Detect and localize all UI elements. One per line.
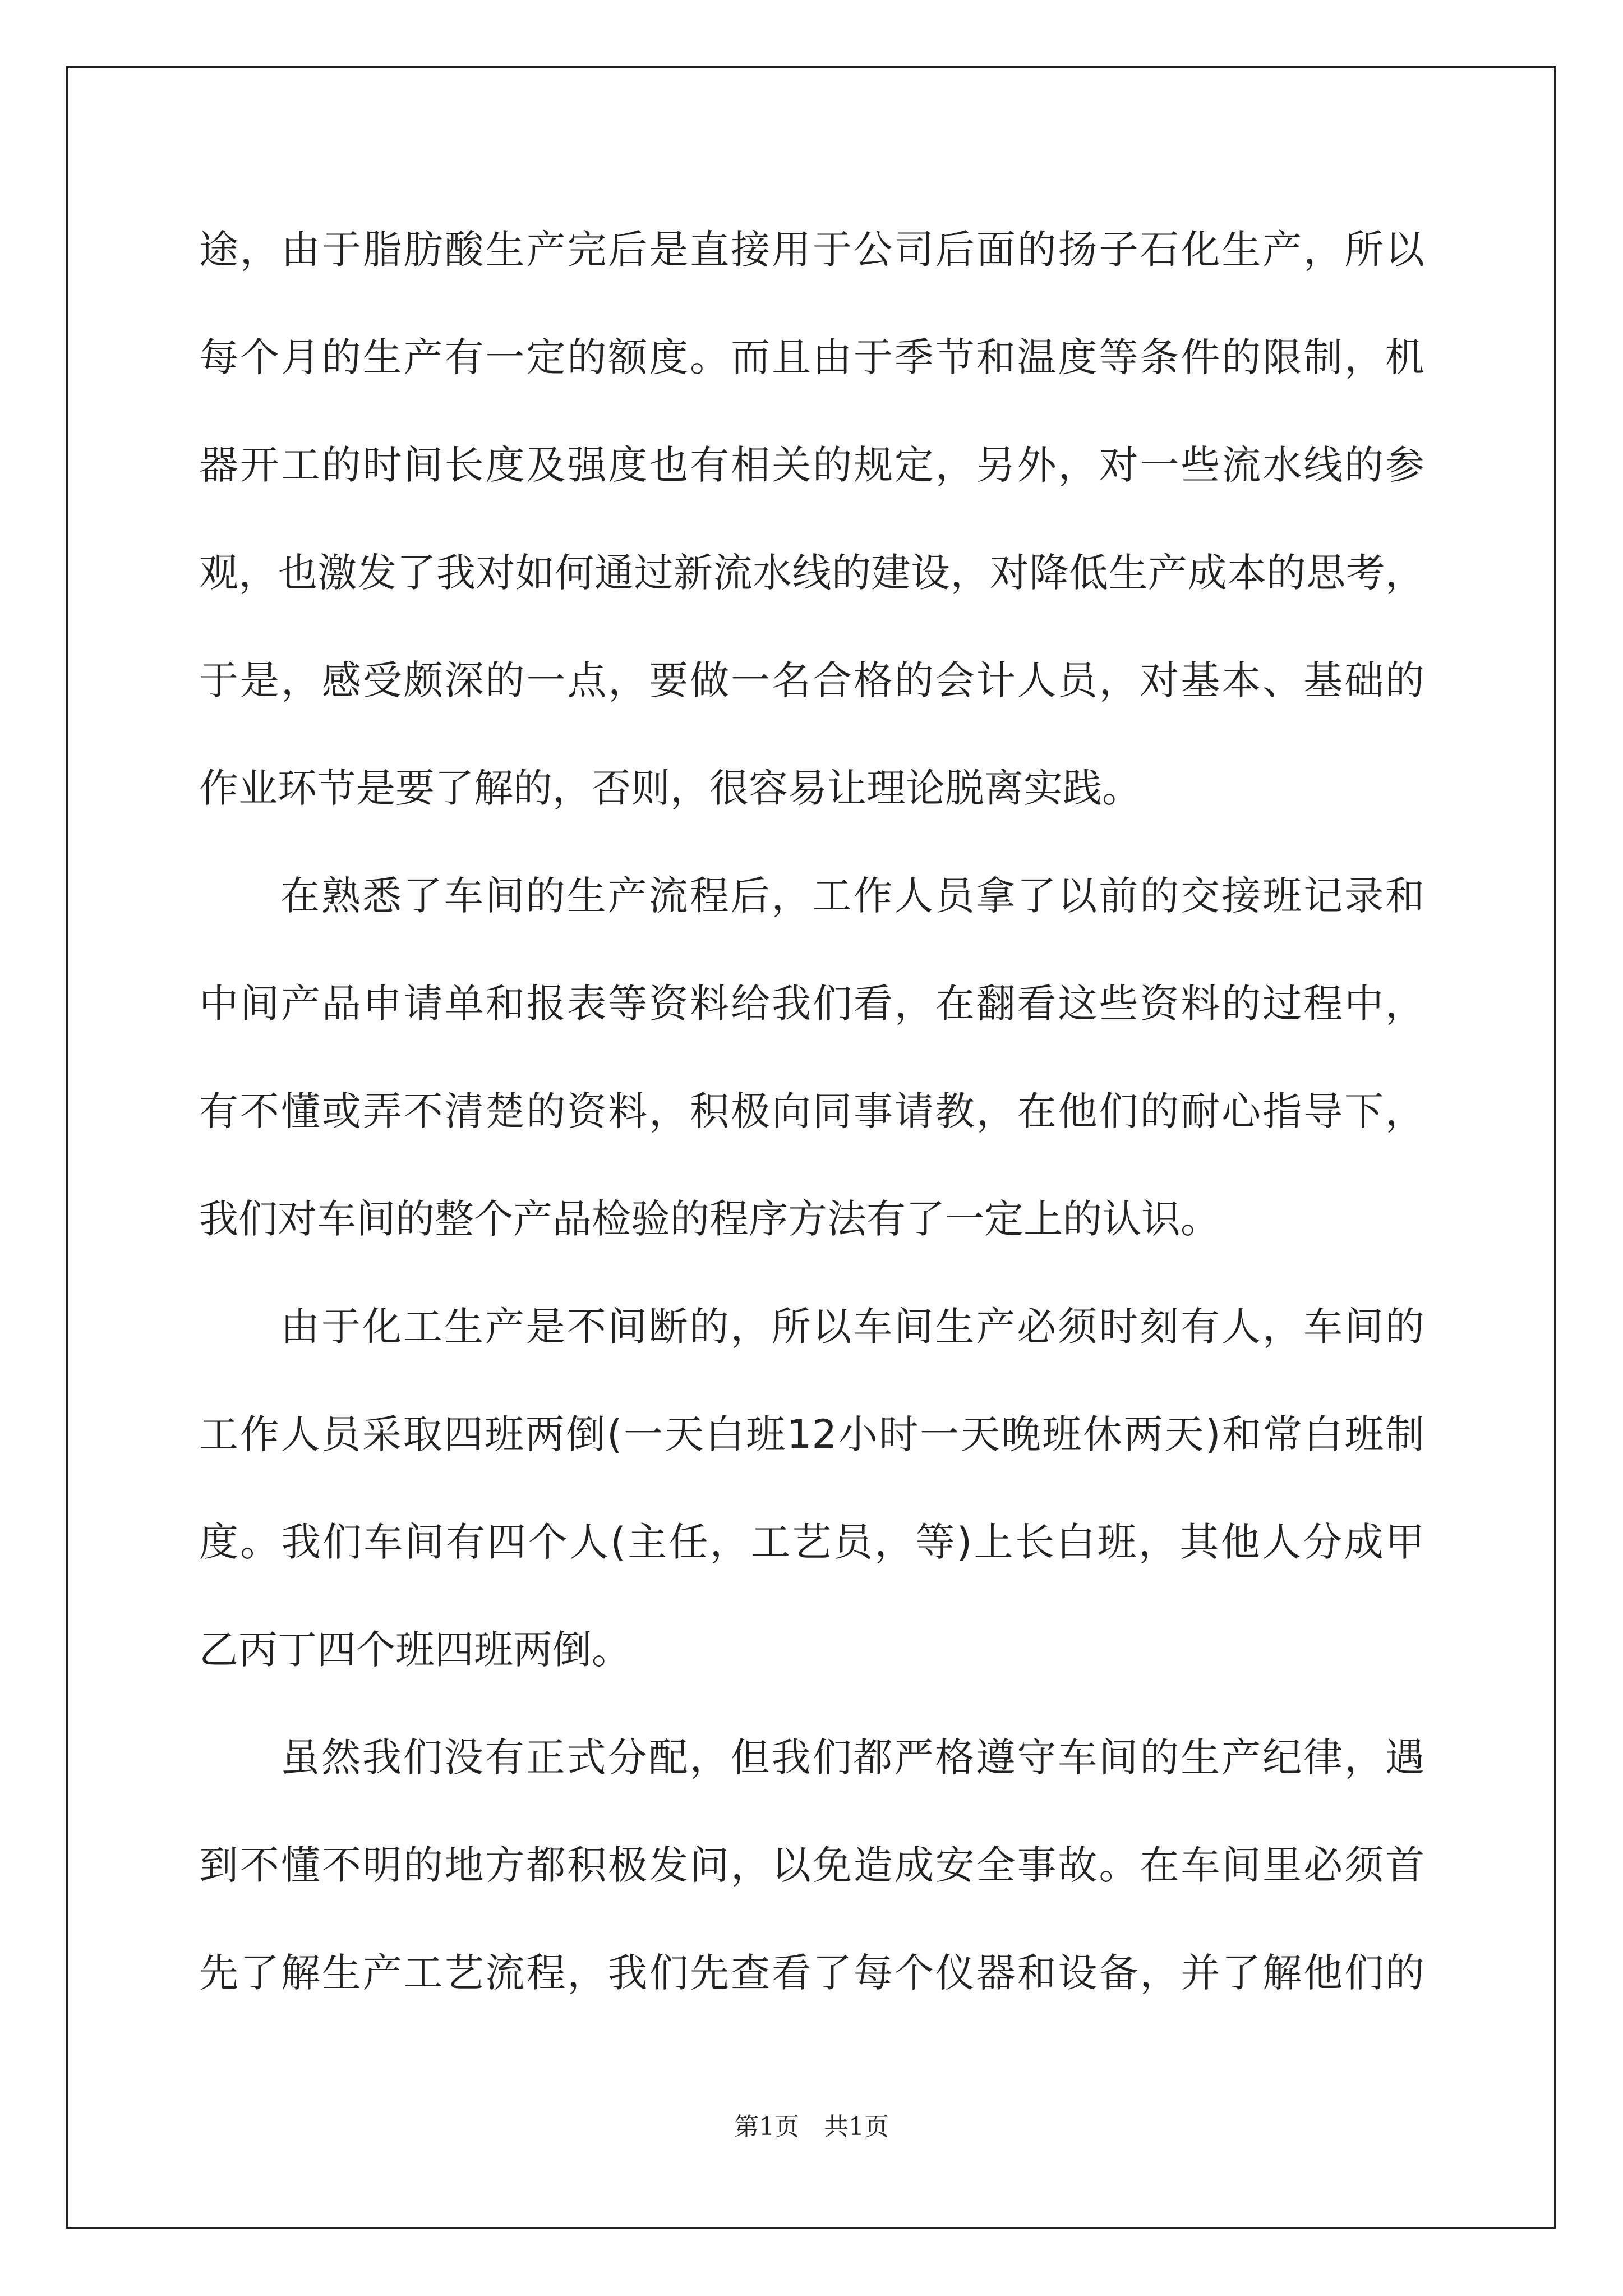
page-number: 第1页 — [734, 2113, 799, 2141]
paragraph-3-line-1: 由于化工生产是不间断的，所以车间生产必须时刻有人，车间的 — [280, 1304, 1424, 1350]
paragraph-1-line-6: 作业环节是要了解的，否则，很容易让理论脱离实践。 — [199, 765, 1141, 811]
paragraph-3-line-3: 度。我们车间有四个人(主任，工艺员，等)上长白班，其他人分成甲 — [199, 1519, 1424, 1565]
paragraph-3-line-4: 乙丙丁四个班四班两倒。 — [199, 1627, 631, 1673]
paragraph-4-line-2: 到不懂不明的地方都积极发问，以免造成安全事故。在车间里必须首 — [199, 1842, 1424, 1888]
document-body — [199, 208, 1424, 2039]
paragraph-1-line-3: 器开工的时间长度及强度也有相关的规定，另外，对一些流水线的参 — [199, 442, 1424, 488]
paragraph-2-line-3: 有不懂或弄不清楚的资料，积极向同事请教，在他们的耐心指导下， — [199, 1088, 1424, 1134]
paragraph-2-line-2: 中间产品申请单和报表等资料给我们看，在翻看这些资料的过程中， — [199, 981, 1424, 1027]
paragraph-1-line-2: 每个月的生产有一定的额度。而且由于季节和温度等条件的限制，机 — [199, 334, 1424, 380]
paragraph-2-line-1: 在熟悉了车间的生产流程后，工作人员拿了以前的交接班记录和 — [280, 873, 1424, 919]
paragraph-1-line-4: 观，也激发了我对如何通过新流水线的建设，对降低生产成本的思考， — [199, 550, 1424, 596]
paragraph-4-line-1: 虽然我们没有正式分配，但我们都严格遵守车间的生产纪律，遇 — [280, 1734, 1424, 1780]
page-total: 共1页 — [824, 2113, 889, 2141]
paragraph-4-line-3: 先了解生产工艺流程，我们先查看了每个仪器和设备，并了解他们的 — [199, 1950, 1424, 1996]
paragraph-1-line-5: 于是，感受颇深的一点，要做一名合格的会计人员，对基本、基础的 — [199, 657, 1424, 703]
paragraph-3-line-2: 工作人员采取四班两倒(一天白班12小时一天晚班休两天)和常白班制 — [199, 1411, 1424, 1457]
paragraph-2-line-4: 我们对车间的整个产品检验的程序方法有了一定上的认识。 — [199, 1196, 1220, 1242]
page-footer — [0, 2106, 1623, 2142]
paragraph-1-line-1: 途，由于脂肪酸生产完后是直接用于公司后面的扬子石化生产，所以 — [199, 227, 1424, 273]
